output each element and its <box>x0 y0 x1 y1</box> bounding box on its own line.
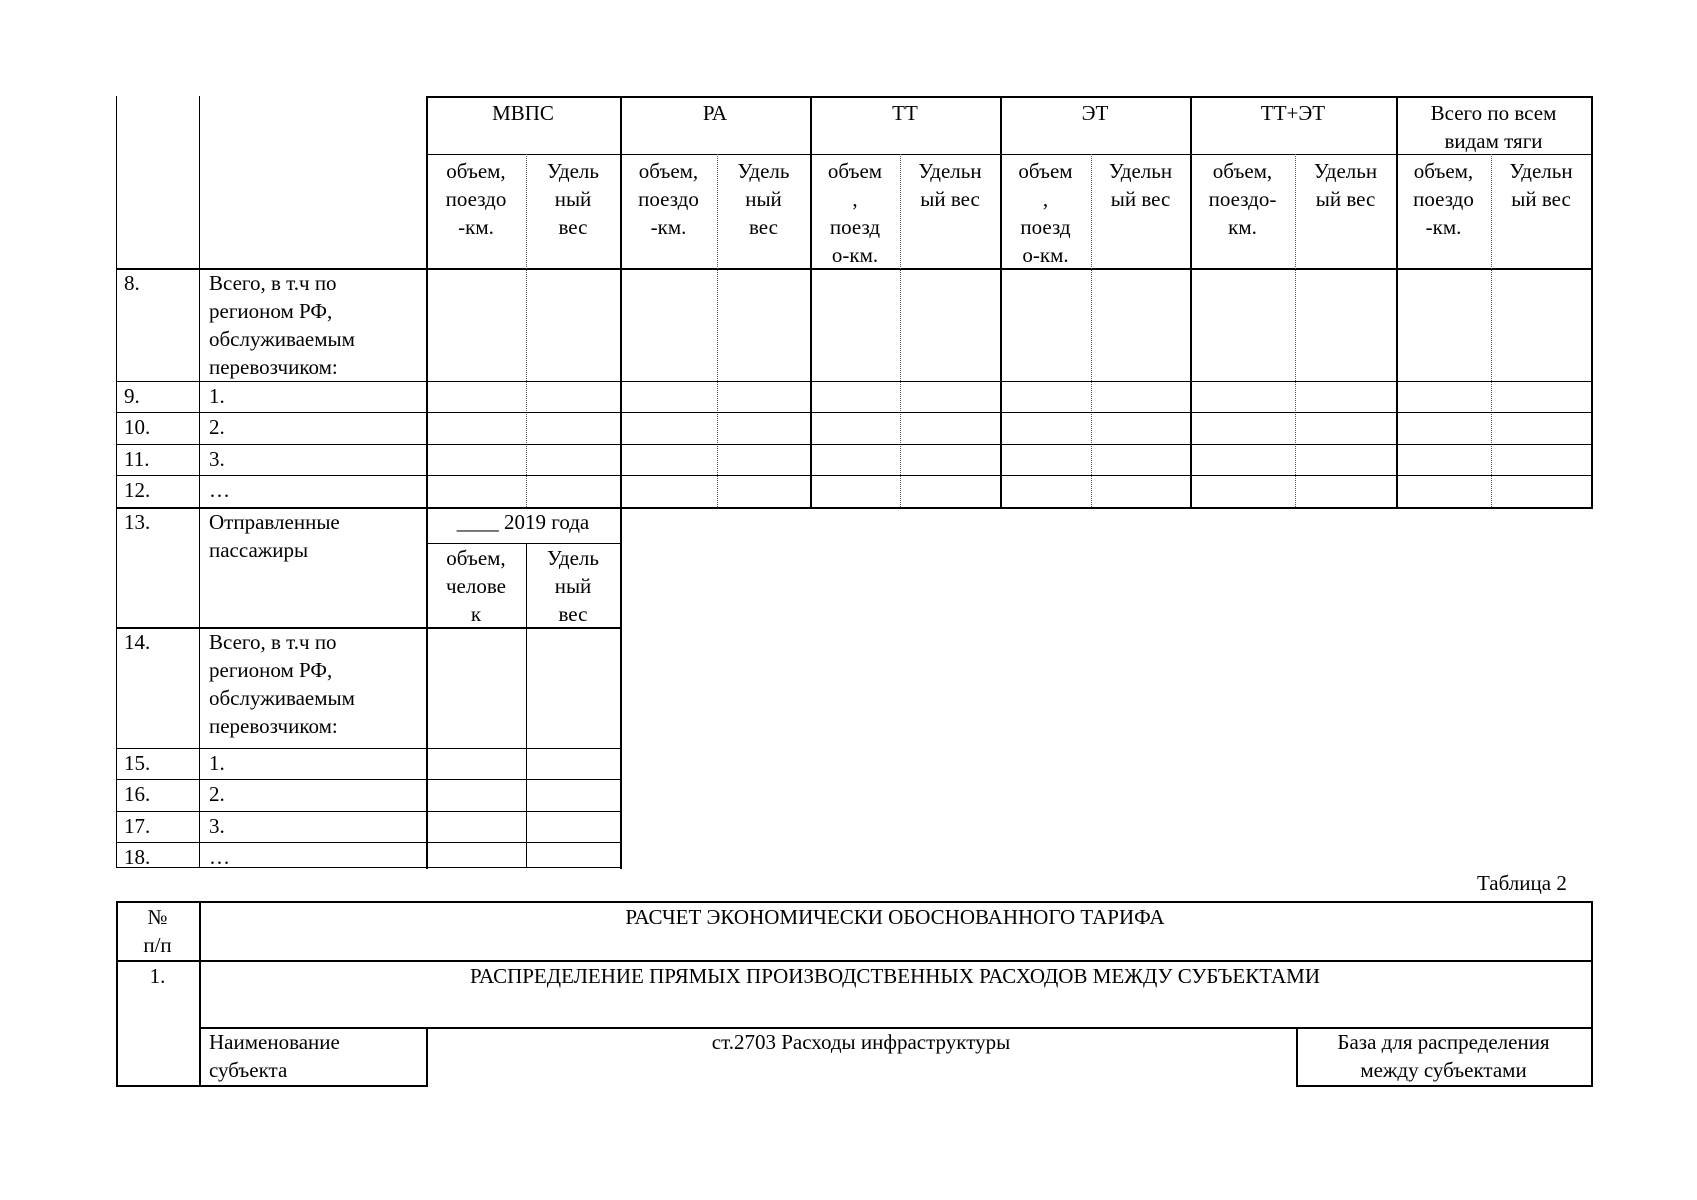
column-subheader: поездо <box>445 187 507 211</box>
table1-group-divider <box>1591 96 1593 509</box>
column-subheader: -км. <box>458 215 494 239</box>
expense-column-header: ст.2703 Расходы инфраструктуры <box>711 1030 1011 1054</box>
column-subheader: , <box>1042 187 1049 211</box>
table1-left-border <box>116 96 117 868</box>
table2-bottom-border <box>116 1085 428 1087</box>
column-subheader: км. <box>1228 215 1257 239</box>
column-subheader: вес <box>749 215 778 239</box>
table1-row-rule <box>116 444 1592 445</box>
row-label: … <box>209 845 230 869</box>
column-subheader: ный <box>554 187 592 211</box>
row-number: 13. <box>124 510 151 534</box>
row-label: перевозчиком: <box>209 355 338 379</box>
row-number: 17. <box>124 814 151 838</box>
row-number: 11. <box>124 447 150 471</box>
base-column-header: между субъектами <box>1360 1058 1527 1082</box>
row-number: 9. <box>124 384 140 408</box>
row-label: регионом РФ, <box>209 299 333 323</box>
table1-row-rule <box>116 412 1592 413</box>
column-subheader: -км. <box>650 215 687 239</box>
column-subheader: вес <box>558 602 588 626</box>
number-header: п/п <box>143 933 172 957</box>
column-subheader: Удельн <box>1108 159 1173 183</box>
group-header: РА <box>702 101 728 125</box>
subject-column-header: Наименование <box>209 1030 340 1054</box>
row-label: регионом РФ, <box>209 658 333 682</box>
column-subheader: ный <box>554 574 592 598</box>
column-subheader: объем, <box>638 159 699 183</box>
column-subheader: объем, <box>446 159 506 183</box>
number-header: № <box>147 905 168 929</box>
row-label: 3. <box>209 447 225 471</box>
table1-top-border <box>426 96 1593 98</box>
period-label: ____ 2019 года <box>456 510 590 534</box>
row-number: 16. <box>124 782 151 806</box>
subject-column-header: субъекта <box>209 1058 288 1082</box>
row-number: 10. <box>124 415 151 439</box>
column-subheader: объем, <box>1212 159 1273 183</box>
column-subheader: челове <box>446 574 506 598</box>
column-subheader: к <box>470 602 482 626</box>
row-number: 12. <box>124 478 151 502</box>
column-subheader: объем, <box>1413 159 1474 183</box>
column-subheader: поезд <box>829 215 881 239</box>
passengers-row-rule <box>116 811 621 812</box>
row-label: 3. <box>209 814 225 838</box>
group-header: ТТ <box>892 101 918 125</box>
table2-right-border <box>1591 901 1593 1087</box>
column-subheader: , <box>852 187 858 211</box>
base-column-header: База для распределения <box>1337 1030 1550 1054</box>
column-subheader: -км. <box>1425 215 1462 239</box>
row-label: 2. <box>209 415 225 439</box>
row-label: обслуживаемым <box>209 686 355 710</box>
column-subheader: о-км. <box>831 243 879 267</box>
row-label: пассажиры <box>209 538 309 562</box>
row-label: Всего, в т.ч по <box>209 271 337 295</box>
row-label: 1. <box>209 384 225 408</box>
table1-number-divider <box>199 96 200 868</box>
column-subheader: Удель <box>547 159 599 183</box>
passengers-row-rule <box>116 779 621 780</box>
row-number: 18. <box>124 845 151 869</box>
table1-row-rule <box>116 475 1592 476</box>
group-header: Всего по всем видам тяги <box>1430 101 1557 153</box>
column-subheader: поездо <box>638 187 699 211</box>
passengers-bottom-border <box>116 867 621 868</box>
column-subheader: Удель <box>737 159 790 183</box>
row-label: обслуживаемым <box>209 327 355 351</box>
group-header: ЭТ <box>1081 101 1109 125</box>
column-subheader: вес <box>558 215 588 239</box>
row-number: 15. <box>124 751 151 775</box>
column-subheader: Удельн <box>1313 159 1378 183</box>
column-subheader: поездо- <box>1208 187 1277 211</box>
table1-row-rule <box>116 381 1592 382</box>
column-subheader: объем <box>827 159 883 183</box>
column-subheader: Удельн <box>1509 159 1573 183</box>
passengers-right-border <box>620 507 622 869</box>
column-subheader: поездо <box>1413 187 1474 211</box>
column-subheader: Удельн <box>918 159 982 183</box>
column-subheader: объем <box>1018 159 1073 183</box>
table2-bottom-border <box>1296 1085 1593 1087</box>
row-label: 1. <box>209 751 225 775</box>
table-caption: Таблица 2 <box>1477 871 1567 895</box>
column-subheader: ый вес <box>920 187 980 211</box>
row-label: 2. <box>209 782 225 806</box>
column-subheader: ный <box>745 187 782 211</box>
row-number: 1. <box>149 964 166 988</box>
row-number: 8. <box>124 271 140 295</box>
row-label: Всего, в т.ч по <box>209 630 337 654</box>
column-subheader: ый вес <box>1110 187 1171 211</box>
passengers-row-rule <box>116 842 621 843</box>
table2-row-title: РАСПРЕДЕЛЕНИЕ ПРЯМЫХ ПРОИЗВОДСТВЕННЫХ РАСХОДОВ МЕЖДУ СУБЪЕКТАМИ <box>469 964 1321 988</box>
passengers-row-rule <box>116 748 621 749</box>
column-subheader: ый вес <box>1315 187 1376 211</box>
column-subheader: ый вес <box>1511 187 1571 211</box>
row-label: … <box>209 478 230 502</box>
row-number: 14. <box>124 630 151 654</box>
group-header: МВПС <box>492 101 554 125</box>
row-label: перевозчиком: <box>209 714 338 738</box>
group-header: ТТ+ЭТ <box>1260 101 1326 125</box>
column-subheader: Удель <box>547 546 599 570</box>
table2-title: РАСЧЕТ ЭКОНОМИЧЕСКИ ОБОСНОВАННОГО ТАРИФА <box>625 905 1165 929</box>
column-subheader: поезд <box>1020 215 1071 239</box>
column-subheader: о-км. <box>1022 243 1069 267</box>
row-label: Отправленные <box>209 510 340 534</box>
column-subheader: объем, <box>446 546 506 570</box>
